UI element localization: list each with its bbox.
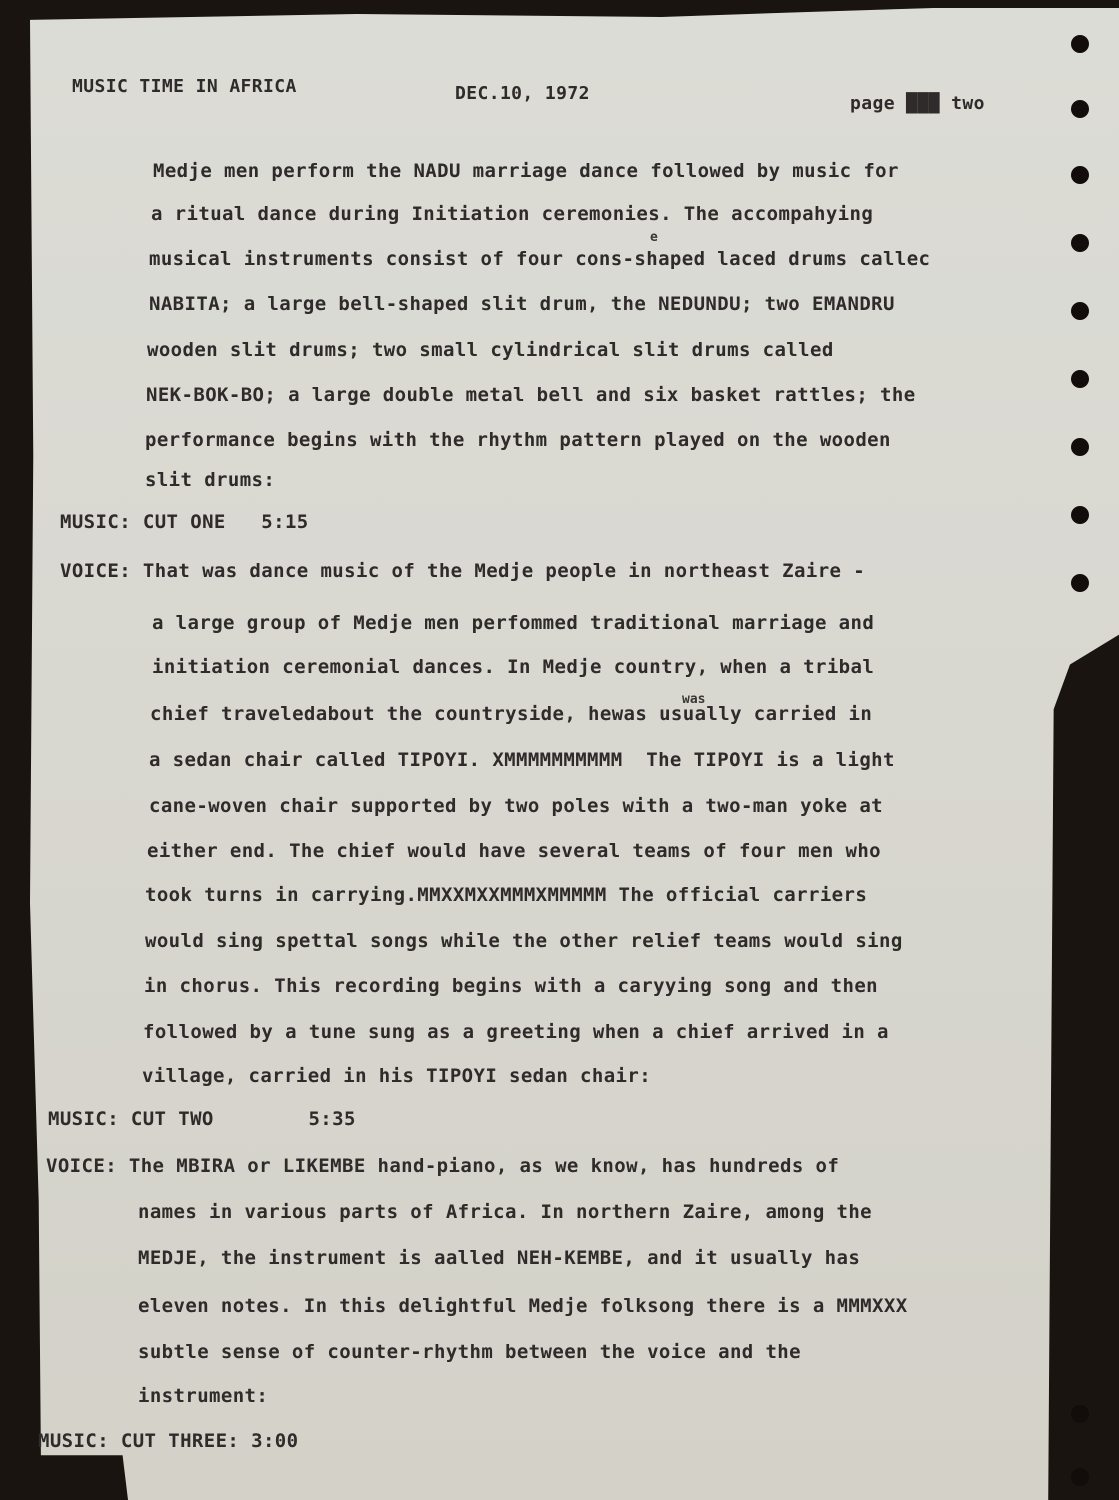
broadcast-date: DEC.10, 1972: [455, 83, 590, 104]
binder-hole: [1071, 35, 1089, 53]
binder-hole: [1071, 1468, 1089, 1486]
body-line: cane-woven chair supported by two poles with a two-man yoke at: [149, 795, 884, 817]
typed-correction-e: e: [650, 230, 658, 245]
body-line: names in various parts of Africa. In northern Zaire, among the: [138, 1201, 873, 1223]
body-line: eleven notes. In this delightful Medje folksong there is a MMMXXX: [138, 1295, 908, 1317]
body-line: subtle sense of counter-rhythm between the voice and the: [138, 1341, 801, 1363]
body-line: Medje men perform the NADU marriage dance followed by music for: [153, 160, 899, 182]
binder-hole: [1071, 1405, 1089, 1423]
body-line: NABITA; a large bell-shaped slit drum, the NEDUNDU; two EMANDRU: [149, 293, 895, 315]
voice-line: VOICE: The MBIRA or LIKEMBE hand-piano, as we know, has hundreds of: [46, 1155, 840, 1177]
body-line: wooden slit drums; two small cylindrical slit drums called: [147, 339, 834, 361]
body-line: either end. The chief would have several teams of four men who: [147, 840, 882, 862]
body-line: performance begins with the rhythm pattern played on the wooden: [145, 429, 891, 451]
body-line: in chorus. This recording begins with a caryying song and then: [144, 975, 879, 997]
binder-hole: [1071, 302, 1089, 320]
binder-hole: [1071, 166, 1089, 184]
binder-hole: [1071, 574, 1089, 592]
body-line: followed by a tune sung as a greeting when a chief arrived in a: [143, 1021, 889, 1043]
body-line: a sedan chair called TIPOYI. XMMMMMMMMMM The TIPOYI is a light: [149, 749, 895, 771]
body-line: instrument:: [138, 1385, 269, 1407]
page-number: page ███ two: [850, 93, 985, 114]
music-cue: MUSIC: CUT THREE: 3:00: [38, 1430, 299, 1452]
body-line: NEK-BOK-BO; a large double metal bell and six basket rattles; the: [146, 384, 916, 406]
typed-correction-was: was: [682, 692, 706, 707]
body-line: would sing spettal songs while the other relief teams would sing: [145, 930, 903, 952]
body-line: initiation ceremonial dances. In Medje country, when a tribal: [152, 656, 875, 678]
music-cue: MUSIC: CUT ONE 5:15: [60, 511, 309, 533]
binder-hole: [1071, 370, 1089, 388]
body-line: slit drums:: [145, 469, 276, 491]
voice-line: VOICE: That was dance music of the Medje people in northeast Zaire -: [60, 560, 866, 582]
binder-hole: [1071, 100, 1089, 118]
program-title: MUSIC TIME IN AFRICA: [72, 76, 297, 97]
binder-hole: [1071, 234, 1089, 252]
body-line: village, carried in his TIPOYI sedan chair:: [142, 1065, 652, 1087]
body-line: chief traveledabout the countryside, hewas usually carried in: [150, 703, 873, 725]
body-line: a large group of Medje men perfommed traditional marriage and: [152, 612, 875, 634]
binder-hole: [1071, 438, 1089, 456]
music-cue: MUSIC: CUT TWO 5:35: [48, 1108, 356, 1130]
body-line: took turns in carrying.MMXXMXXMMMXMMMMM The official carriers: [145, 884, 868, 906]
binder-hole: [1071, 506, 1089, 524]
body-line: MEDJE, the instrument is aalled NEH-KEMBE, and it usually has: [138, 1247, 861, 1269]
body-line: musical instruments consist of four cons-shaped laced drums callec: [149, 248, 931, 270]
body-line: a ritual dance during Initiation ceremonies. The accompahying: [151, 203, 874, 225]
